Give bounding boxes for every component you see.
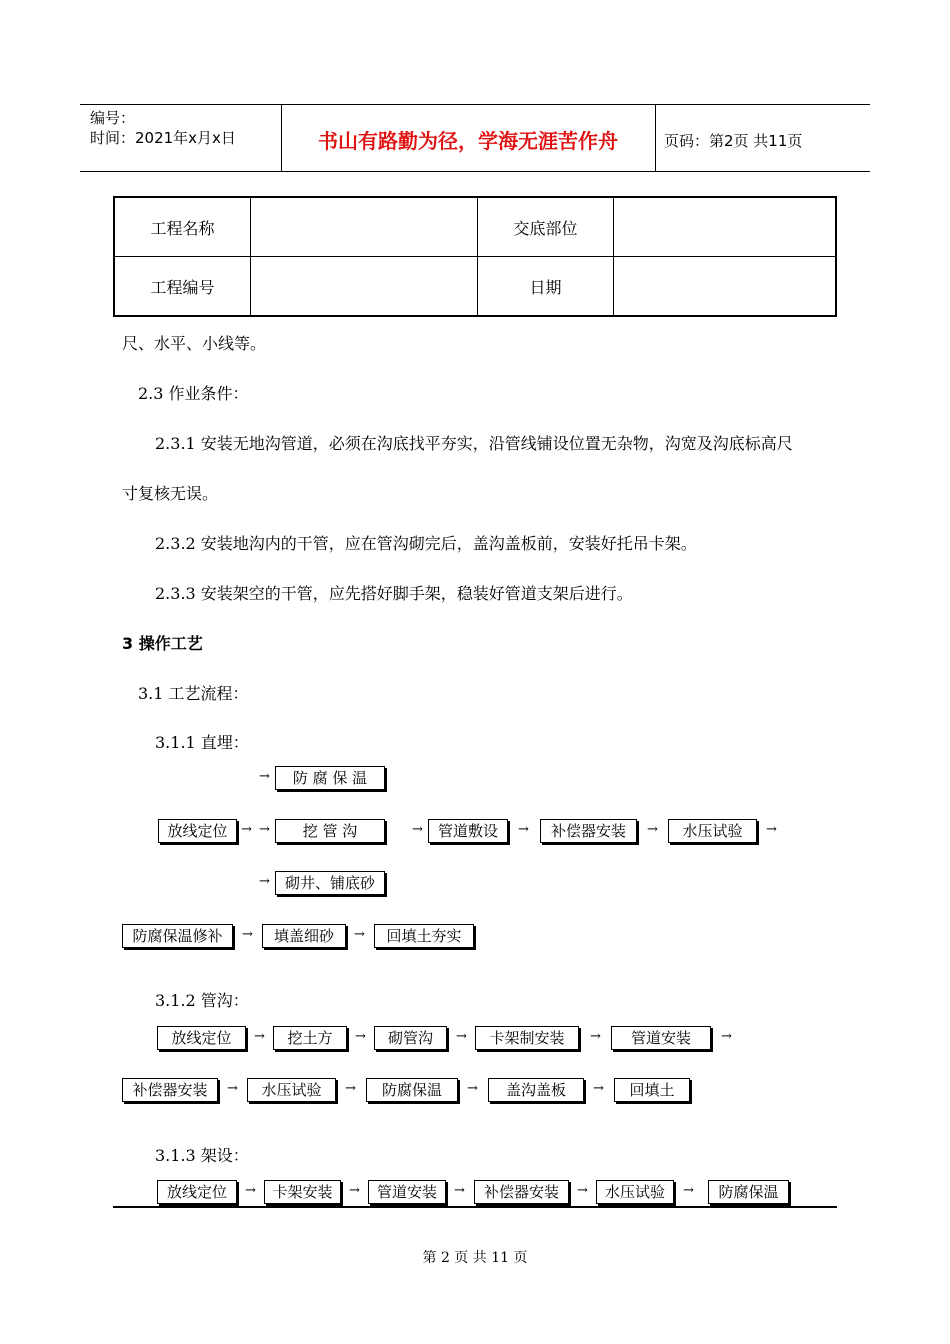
section-heading-3: 3 操作工艺 <box>122 634 203 653</box>
flow-step: 卡架安装 <box>264 1180 341 1204</box>
section-heading-2-3: 2.3 作业条件： <box>138 384 249 403</box>
arrow-icon: → <box>259 822 270 837</box>
arrow-icon: → <box>245 1183 256 1198</box>
paragraph: 2.3.1 安装无地沟管道，必须在沟底找平夯实，沿管线铺设位置无杂物，沟宽及沟底标高尺 <box>155 434 793 453</box>
arrow-icon: → <box>454 1183 465 1198</box>
date-value[interactable] <box>614 257 837 317</box>
arrow-icon: → <box>766 822 777 837</box>
arrow-icon: → <box>577 1183 588 1198</box>
arrow-icon: → <box>590 1029 601 1044</box>
bottom-rule <box>113 1206 837 1208</box>
arrow-icon: → <box>345 1081 356 1096</box>
arrow-icon: → <box>242 927 253 942</box>
flow-step: 管道安装 <box>611 1026 711 1050</box>
paragraph: 尺、水平、小线等。 <box>122 334 267 353</box>
header-time: 时间：2021年x月x日 <box>90 129 236 147</box>
flow-step: 水压试验 <box>668 819 757 843</box>
flow-step: 砌管沟 <box>374 1026 447 1050</box>
arrow-icon: → <box>683 1183 694 1198</box>
header-motto: 书山有路勤为径，学海无涯苦作舟 <box>318 129 618 153</box>
handover-location-label: 交底部位 <box>478 197 614 257</box>
section-heading-3-1-3: 3.1.3 架设： <box>155 1146 249 1165</box>
flow-step: 卡架制安装 <box>475 1026 579 1050</box>
arrow-icon: → <box>259 769 270 784</box>
arrow-icon: → <box>721 1029 732 1044</box>
section-heading-3-1: 3.1 工艺流程： <box>138 684 249 703</box>
flow-step: 放线定位 <box>158 819 237 843</box>
handover-location-value[interactable] <box>614 197 837 257</box>
flow-step: 防腐保温 <box>366 1078 458 1102</box>
header-top-rule <box>80 104 870 105</box>
project-number-value[interactable] <box>251 257 478 317</box>
flow-step: 防腐保温修补 <box>122 924 233 948</box>
date-label: 日期 <box>478 257 614 317</box>
flow-step: 管道敷设 <box>428 819 508 843</box>
header-bottom-rule <box>80 171 870 172</box>
arrow-icon: → <box>354 927 365 942</box>
section-heading-3-1-1: 3.1.1 直埋： <box>155 733 249 752</box>
arrow-icon: → <box>647 822 658 837</box>
arrow-icon: → <box>467 1081 478 1096</box>
page-footer: 第 2 页 共 11 页 <box>422 1250 528 1266</box>
flow-step: 防腐保温 <box>708 1180 789 1204</box>
paragraph: 寸复核无误。 <box>122 484 219 503</box>
flow-step: 水压试验 <box>596 1180 674 1204</box>
arrow-icon: → <box>355 1029 366 1044</box>
arrow-icon: → <box>254 1029 265 1044</box>
flow-step: 回填土 <box>614 1078 690 1102</box>
flow-step: 补偿器安装 <box>540 819 637 843</box>
arrow-icon: → <box>241 822 252 837</box>
flow-step: 回填土夯实 <box>374 924 474 948</box>
header-page-info: 页码：第2页 共11页 <box>664 132 803 150</box>
project-name-value[interactable] <box>251 197 478 257</box>
flow-step-anticorrosion: 防 腐 保 温 <box>275 766 385 790</box>
flow-step: 填盖细砂 <box>262 924 346 948</box>
flow-step: 挖土方 <box>273 1026 347 1050</box>
table-row <box>114 257 836 317</box>
arrow-icon: → <box>593 1081 604 1096</box>
flow-step: 补偿器安装 <box>474 1180 569 1204</box>
section-heading-3-1-2: 3.1.2 管沟： <box>155 991 249 1010</box>
flow-step: 管道安装 <box>368 1180 446 1204</box>
flow-step: 补偿器安装 <box>122 1078 218 1102</box>
flow-step: 盖沟盖板 <box>488 1078 584 1102</box>
table-row <box>114 197 836 257</box>
flow-step: 砌井、铺底砂 <box>275 871 385 895</box>
arrow-icon: → <box>259 874 270 889</box>
header-number: 编号： <box>90 109 136 127</box>
header-meta <box>90 108 236 148</box>
project-info-table <box>113 196 837 317</box>
project-name-label: 工程名称 <box>114 197 251 257</box>
paragraph: 2.3.2 安装地沟内的干管，应在管沟砌完后，盖沟盖板前，安装好托吊卡架。 <box>155 534 697 553</box>
arrow-icon: → <box>412 822 423 837</box>
project-number-label: 工程编号 <box>114 257 251 317</box>
paragraph: 2.3.3 安装架空的干管，应先搭好脚手架，稳装好管道支架后进行。 <box>155 584 633 603</box>
flow-step: 水压试验 <box>247 1078 336 1102</box>
flow-step: 放线定位 <box>157 1026 246 1050</box>
flow-step: 放线定位 <box>157 1180 237 1204</box>
arrow-icon: → <box>518 822 529 837</box>
flow-step: 挖 管 沟 <box>275 819 385 843</box>
header-divider <box>655 104 656 171</box>
arrow-icon: → <box>349 1183 360 1198</box>
arrow-icon: → <box>227 1081 238 1096</box>
arrow-icon: → <box>456 1029 467 1044</box>
